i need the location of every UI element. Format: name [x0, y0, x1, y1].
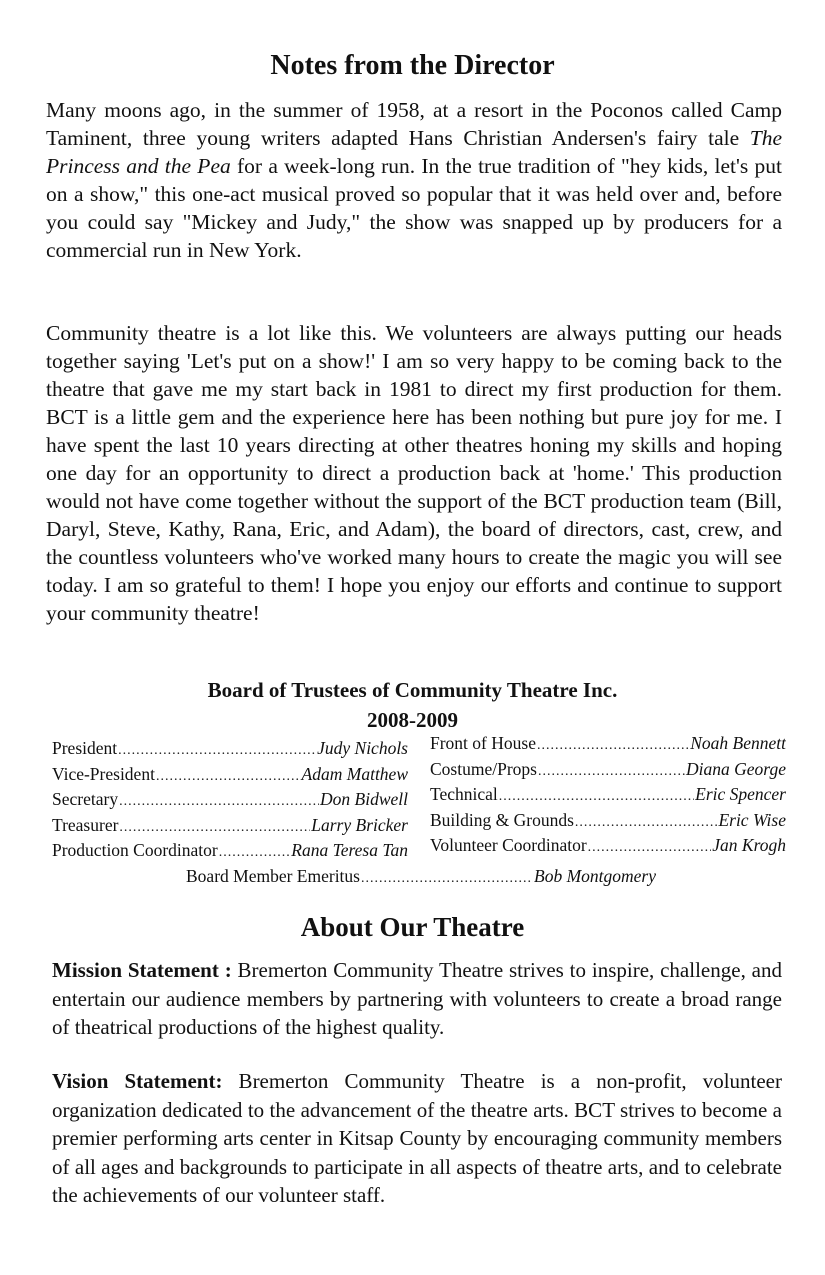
board-emeritus-row: [186, 866, 656, 892]
board-role: Building & Grounds: [430, 809, 574, 830]
dot-leader: [361, 871, 533, 887]
vision-statement: [52, 1067, 782, 1210]
board-row: [430, 759, 786, 785]
board-name: Eric Wise: [718, 809, 786, 830]
board-heading: Board of Trustees of Community Theatre Inc.: [207, 678, 618, 702]
board-name: Jan Krogh: [712, 835, 786, 855]
board-role: Vice-President: [52, 763, 155, 784]
notes-p1-text-a: Many moons ago, in the summer of 1958, at a resort in the Poconos called Camp Taminent, three young writers adapted Hans Christian Andersen's fairy tale: [46, 98, 782, 150]
board-role: Front of House: [430, 733, 536, 753]
board-left-column: [52, 738, 408, 866]
board-name: Bob Montgomery: [534, 866, 656, 886]
board-name: Larry Bricker: [311, 814, 408, 835]
board-row: [52, 738, 408, 764]
notes-paragraph-1: [46, 96, 782, 264]
board-role: Technical: [430, 784, 498, 804]
vision-label: Vision Statement:: [52, 1069, 223, 1093]
mission-statement: [52, 956, 782, 1042]
mission-label: Mission Statement :: [52, 958, 232, 982]
board-name: Eric Spencer: [695, 784, 786, 804]
dot-leader: [575, 815, 718, 831]
board-role: Treasurer: [52, 814, 119, 835]
notes-p1-text-b: for a week-long run. In the true tradition of "hey kids, let's put on a show," this one-act musical proved so popular that it was held over and, before you could say "Mickey and Judy," the show was snapped up by producers for a commercial run in New York.: [46, 154, 782, 262]
dot-leader: [156, 769, 301, 785]
dot-leader: [119, 820, 310, 836]
notes-heading: Notes from the Director: [270, 50, 555, 81]
board-role: President: [52, 738, 118, 758]
board-role: Production Coordinator: [52, 840, 218, 860]
notes-paragraph-2: Community theatre is a lot like this. We volunteers are always putting our heads together saying 'Let's put on a show!' I am so very happy to be coming back to the theatre that gave me my start back in 1981 to direct my first production for them. BCT is a little gem and the experience here has been nothing but pure joy for me. I have spent the last 10 years directing at other theatres honing my skills and hoping one day for an opportunity to direct a production back at 'home.' This production would not have come together without the support of the BCT production team (Bill, Daryl, Steve, Kathy, Rana, Eric, and Adam), the board of directors, cast, crew, and the countless volunteers who've worked many hours to create the magic you will see today. I am so grateful to them! I hope you enjoy our efforts and continue to support your community theatre!: [46, 321, 782, 625]
board-row: [52, 840, 408, 866]
dot-leader: [588, 840, 712, 856]
board-years: 2008-2009: [367, 708, 458, 732]
board-row: [430, 835, 786, 861]
board-role: Board Member Emeritus: [186, 866, 360, 886]
dot-leader: [537, 738, 689, 754]
board-row: [430, 810, 786, 836]
board-name: Diana George: [686, 758, 786, 779]
board-role: Costume/Props: [430, 758, 537, 779]
vision-text: Bremerton Community Theatre is a non-profit, volunteer organization dedicated to the advancement of the theatre arts. BCT strives to become a premier performing arts center in Kitsap County by encouraging community members of all ages and backgrounds to participate in all aspects of theatre arts, and to celebrate the achievements of our volunteer staff.: [52, 1069, 783, 1207]
board-row: [430, 784, 786, 810]
dot-leader: [119, 794, 319, 810]
board-right-column: [430, 733, 786, 861]
notes-p1-show-title: The Princess and the Pea: [46, 126, 782, 178]
board-row: [52, 789, 408, 815]
board-role: Secretary: [52, 789, 119, 809]
mission-text: Bremerton Community Theatre strives to inspire, challenge, and entertain our audience members by partnering with volunteers to create a broad range of theatrical productions of the highest quality.: [52, 958, 782, 1039]
dot-leader: [118, 743, 316, 759]
dot-leader: [538, 764, 685, 780]
board-name: Don Bidwell: [320, 789, 408, 809]
board-name: Rana Teresa Tan: [291, 840, 408, 860]
board-row: [52, 764, 408, 790]
board-row: [430, 733, 786, 759]
board-row: [52, 815, 408, 841]
board-name: Noah Bennett: [690, 733, 786, 753]
board-name: Adam Matthew: [301, 763, 408, 784]
board-role: Volunteer Coordinator: [430, 835, 587, 855]
dot-leader: [499, 789, 694, 805]
board-name: Judy Nichols: [317, 738, 408, 758]
about-heading: About Our Theatre: [300, 912, 525, 942]
dot-leader: [219, 845, 291, 861]
